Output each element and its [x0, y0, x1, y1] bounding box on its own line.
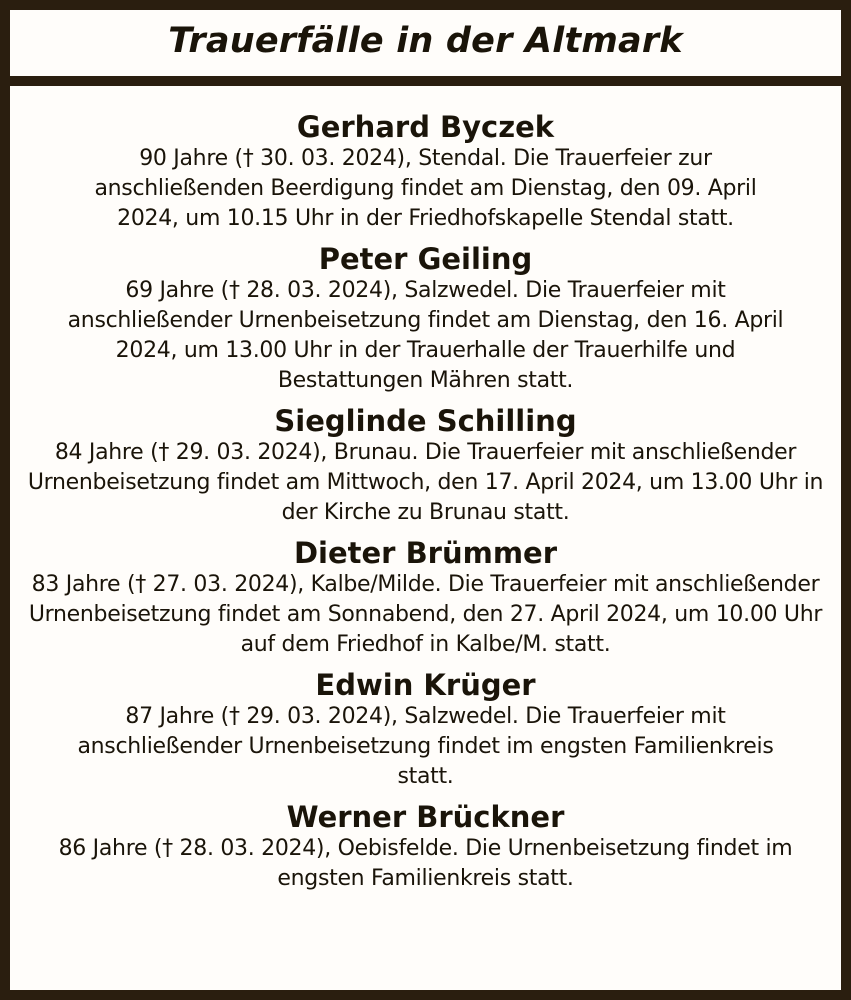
obituary-entry: [10, 536, 841, 660]
page-title: Trauerfälle in der Altmark: [168, 21, 683, 61]
header-bar: [10, 10, 841, 86]
obituary-entry: [10, 404, 841, 528]
deceased-name: Sieglinde Schilling: [274, 404, 577, 438]
obituary-details: 69 Jahre († 28. 03. 2024), Salzwedel. Die Trauerfeier mit anschließender Urnenbeisetzung findet am Dienstag, den 16. April 2024, um 13.00 Uhr in der Trauerhalle der Trauerhilfe und Bestattungen Mähren statt.: [67, 278, 784, 393]
obituary-entry: [10, 668, 841, 792]
obituary-list: [10, 96, 841, 894]
obituary-entry: [10, 800, 841, 894]
obituary-entry: [10, 110, 841, 234]
obituary-details: 83 Jahre († 27. 03. 2024), Kalbe/Milde. Die Trauerfeier mit anschließender Urnenbeisetzung findet am Sonnabend, den 27. April 2024, um 10.00 Uhr auf dem Friedhof in Kalbe/M. statt.: [28, 572, 823, 657]
deceased-name: Gerhard Byczek: [296, 110, 555, 144]
obituary-details: 87 Jahre († 29. 03. 2024), Salzwedel. Die Trauerfeier mit anschließender Urnenbeisetzung findet im engsten Familienkreis statt.: [77, 704, 774, 789]
obituary-details: 90 Jahre († 30. 03. 2024), Stendal. Die Trauerfeier zur anschließenden Beerdigung findet am Dienstag, den 09. April 2024, um 10.15 Uhr in der Friedhofskapelle Stendal statt.: [94, 146, 757, 231]
deceased-name: Dieter Brümmer: [293, 536, 558, 570]
deceased-name: Werner Brückner: [286, 800, 565, 834]
obituary-details: 86 Jahre († 28. 03. 2024), Oebisfelde. Die Urnenbeisetzung findet im engsten Familienkreis statt.: [58, 836, 793, 891]
deceased-name: Peter Geiling: [318, 242, 533, 276]
obituary-details: 84 Jahre († 29. 03. 2024), Brunau. Die Trauerfeier mit anschließender Urnenbeisetzung findet am Mittwoch, den 17. April 2024, um 13.00 Uhr in der Kirche zu Brunau statt.: [27, 440, 824, 525]
deceased-name: Edwin Krüger: [315, 668, 536, 702]
obituary-entry: [10, 242, 841, 396]
